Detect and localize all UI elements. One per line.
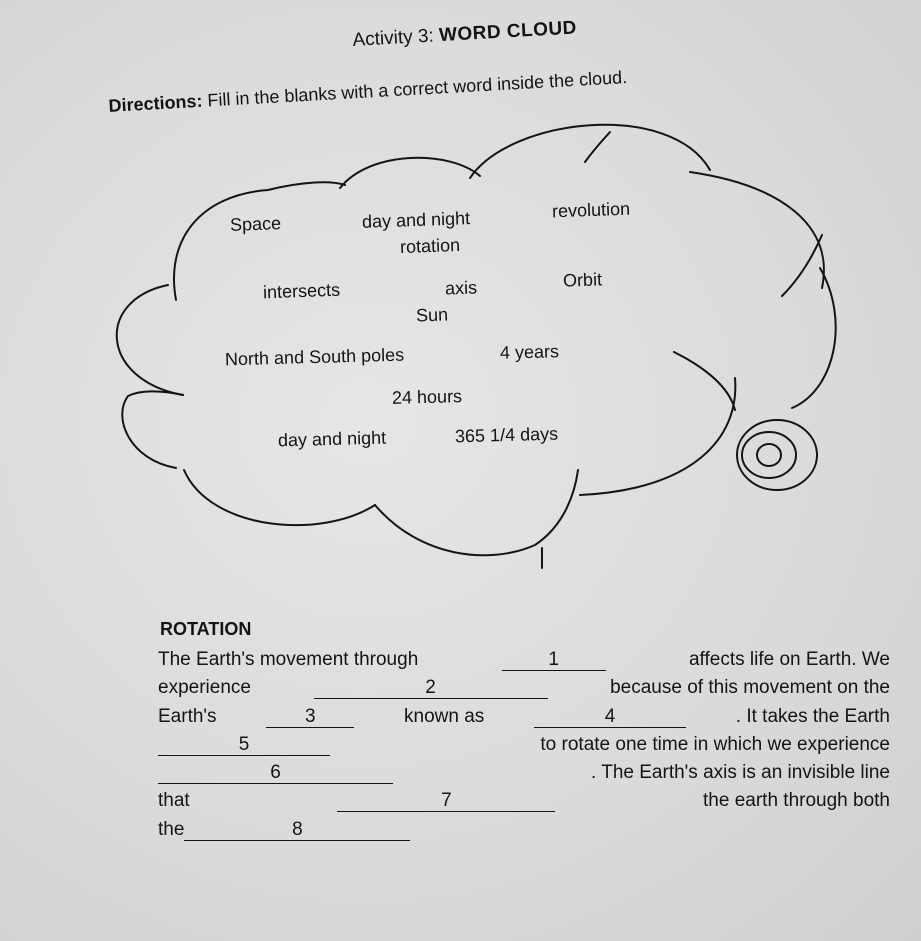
activity-name: WORD CLOUD	[438, 17, 578, 47]
section-title: ROTATION	[160, 619, 252, 639]
directions-label: Directions:	[108, 90, 204, 116]
cloud-word: intersects	[262, 279, 341, 303]
cloud-word: North and South poles	[224, 344, 405, 370]
activity-label: Activity 3:	[352, 25, 435, 51]
paragraph-line: 6 . The Earth's axis is an invisible line	[158, 759, 890, 787]
paragraph-line: 5 to rotate one time in which we experience	[158, 731, 890, 759]
thought-bubble	[737, 420, 817, 490]
cloud-word: Space	[229, 213, 282, 235]
directions-text: Fill in the blanks with a correct word inside the cloud.	[206, 67, 628, 111]
cloud-word: 4 years	[499, 341, 560, 363]
fill-in-paragraph	[158, 646, 890, 844]
blank-4[interactable]: 4	[534, 707, 686, 728]
paragraph-line: The Earth's movement through 1 affects life on Earth. We	[158, 649, 890, 670]
paragraph-line: Earth's 3 known as 4 . It takes the Earth	[158, 705, 890, 727]
cloud-word: 24 hours	[391, 386, 463, 408]
blank-6[interactable]: 6	[158, 763, 393, 784]
paragraph-line: that 7 the earth through both	[158, 790, 890, 812]
cloud-word: Orbit	[562, 269, 603, 291]
blank-7[interactable]: 7	[337, 791, 555, 812]
blank-5[interactable]: 5	[158, 735, 330, 756]
cloud-word: Sun	[415, 304, 449, 326]
blank-3[interactable]: 3	[266, 707, 354, 728]
cloud-word: rotation	[399, 234, 461, 258]
paragraph-line: the 8	[158, 816, 890, 844]
cloud-word: day and night	[361, 208, 471, 232]
cloud-word: revolution	[551, 198, 631, 222]
cloud-word: axis	[444, 277, 478, 299]
blank-1[interactable]: 1	[502, 650, 606, 671]
cloud-word: 365 1/4 days	[454, 423, 559, 447]
blank-2[interactable]: 2	[314, 678, 548, 699]
cloud-word: day and night	[277, 427, 387, 451]
blank-8[interactable]: 8	[184, 820, 410, 841]
paragraph-line: experience 2 because of this movement on the	[158, 677, 890, 699]
